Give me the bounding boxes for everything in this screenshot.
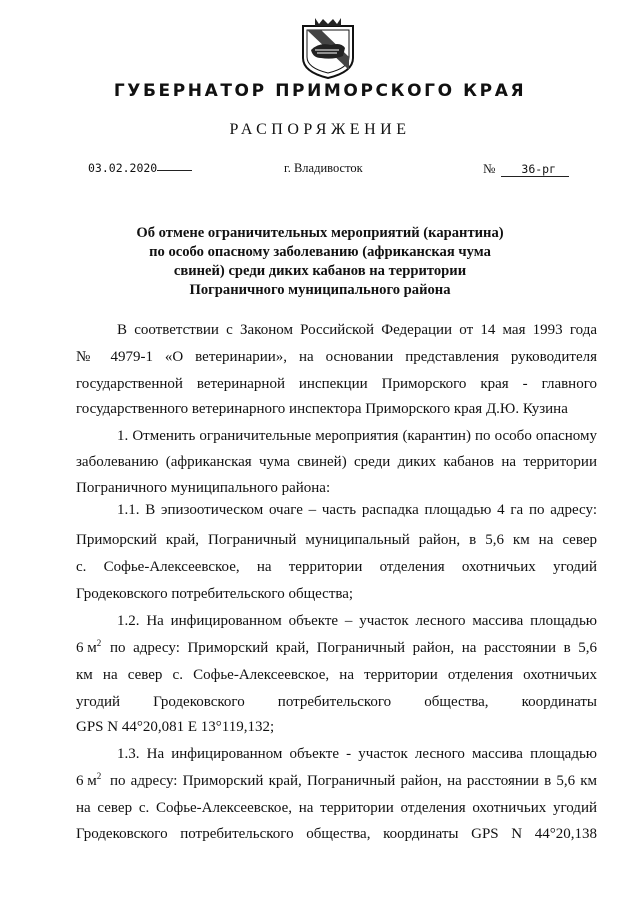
subject-line: по особо опасному заболеванию (африканская чума: [149, 244, 491, 260]
coat-of-arms-emblem: [297, 12, 359, 80]
document-city: г. Владивосток: [284, 161, 363, 175]
governor-title: ГУБЕРНАТОР ПРИМОРСКОГО КРАЯ: [113, 81, 527, 101]
document-number-field: [483, 161, 569, 177]
area-prefix: 6 м: [76, 640, 97, 656]
document-date-field: [88, 161, 192, 175]
area-sup: 2: [96, 638, 102, 648]
document-type: РАСПОРЯЖЕНИЕ: [229, 121, 411, 138]
body-line: Гродековского потребительского общества, координаты GPS N 44°20,138: [76, 826, 597, 842]
body-line: на север с. Софье-Алексеевское, на территории отделения охотничьих угодий: [76, 800, 597, 816]
body-line: заболеванию (африканская чума свиней) среди диких кабанов на территории: [76, 454, 597, 470]
subject-line: Об отмене ограничительных мероприятий (карантина): [136, 225, 504, 241]
body-line: по адресу: Приморский край, Пограничный район, на расстоянии в 5,6 км: [110, 773, 597, 789]
body-line: 1.3. На инфицированном объекте - участок лесного массива площадью: [117, 746, 597, 762]
area-value: [76, 640, 101, 657]
body-line: государственной ветеринарной инспекции Приморского края - главного: [76, 376, 597, 392]
body-line: Приморский край, Пограничный муниципальный район, в 5,6 км на север: [76, 532, 597, 548]
document-number: 36-рг: [501, 162, 569, 177]
number-label: №: [483, 161, 496, 176]
area-value: [76, 773, 101, 790]
body-line: государственного ветеринарного инспектора Приморского края Д.Ю. Кузина: [76, 401, 568, 417]
subject-line: свиней) среди диких кабанов на территории: [173, 263, 467, 279]
area-sup: 2: [96, 771, 102, 781]
body-line: угодий Гродековского потребительского общества, координаты: [76, 694, 597, 710]
subject-line: Пограничного муниципального района: [189, 282, 451, 298]
body-line: по адресу: Приморский край, Пограничный район, на расстоянии в 5,6: [110, 640, 597, 656]
area-prefix: 6 м: [76, 773, 97, 789]
body-line: 1.1. В эпизоотическом очаге – часть распадка площадью 4 га по адресу:: [117, 502, 597, 518]
body-line: км на север с. Софье-Алексеевское, на территории отделения охотничьих: [76, 667, 597, 683]
body-line: Гродековского потребительского общества;: [76, 586, 354, 602]
body-line: 1. Отменить ограничительные мероприятия (карантин) по особо опасному: [117, 428, 597, 444]
document-subject: [100, 224, 540, 300]
body-line: № 4979-1 «О ветеринарии», на основании представления руководителя: [76, 349, 597, 365]
body-line: Пограничного муниципального района:: [76, 480, 331, 496]
document-date: 03.02.2020: [88, 161, 158, 175]
body-line: 1.2. На инфицированном объекте – участок лесного массива площадью: [117, 613, 597, 629]
body-line: В соответствии с Законом Российской Федерации от 14 мая 1993 года: [117, 322, 597, 338]
body-line: с. Софье-Алексеевское, на территории отделения охотничьих угодий: [76, 559, 597, 575]
body-line: GPS N 44°20,081 E 13°119,132;: [76, 719, 275, 735]
